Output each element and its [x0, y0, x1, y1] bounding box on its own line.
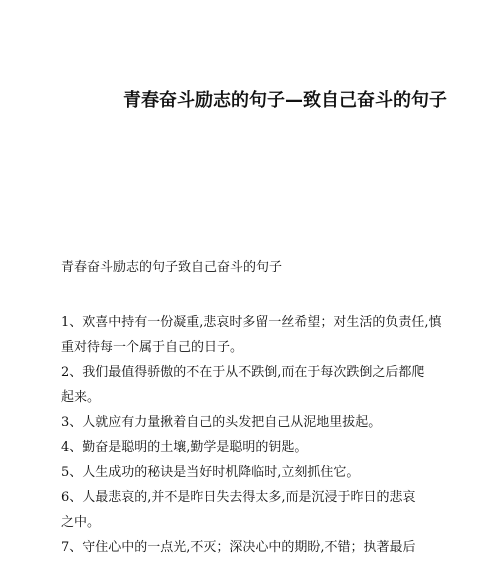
quote-list — [61, 310, 461, 560]
list-item-line: 6、人最悲哀的,并不是昨日失去得太多,而是沉浸于昨日的悲哀 — [61, 490, 416, 505]
list-item-line: 重对待每一个属于自己的日子。 — [61, 340, 244, 355]
list-item — [61, 435, 461, 460]
document-subtitle: 青春奋斗励志的句子致自己奋斗的句子 — [61, 260, 283, 275]
list-item-line: 3、人就应有力量揪着自己的头发把自己从泥地里拔起。 — [61, 415, 382, 430]
list-item — [61, 360, 461, 410]
list-item-line: 5、人生成功的秘诀是当好时机降临时,立刻抓住它。 — [61, 465, 360, 480]
list-item-line: 1、欢喜中持有一份凝重,悲哀时多留一丝希望；对生活的负责任,慎 — [61, 315, 442, 330]
list-item — [61, 410, 461, 435]
list-item — [61, 460, 461, 485]
list-item — [61, 310, 461, 360]
list-item-line: 起来。 — [61, 390, 101, 405]
list-item — [61, 485, 461, 535]
list-item-line: 4、勤奋是聪明的土壤,勤学是聪明的钥匙。 — [61, 440, 308, 455]
list-item-line: 7、守住心中的一点光,不灭；深决心中的期盼,不错；执著最后 — [61, 540, 416, 555]
document-title: 青春奋斗励志的句子—致自己奋斗的句子 — [123, 90, 447, 111]
list-item-line: 2、我们最值得骄傲的不在于从不跌倒,而在于每次跌倒之后都爬 — [61, 365, 425, 380]
list-item-line: 之中。 — [61, 515, 101, 530]
list-item — [61, 535, 461, 560]
